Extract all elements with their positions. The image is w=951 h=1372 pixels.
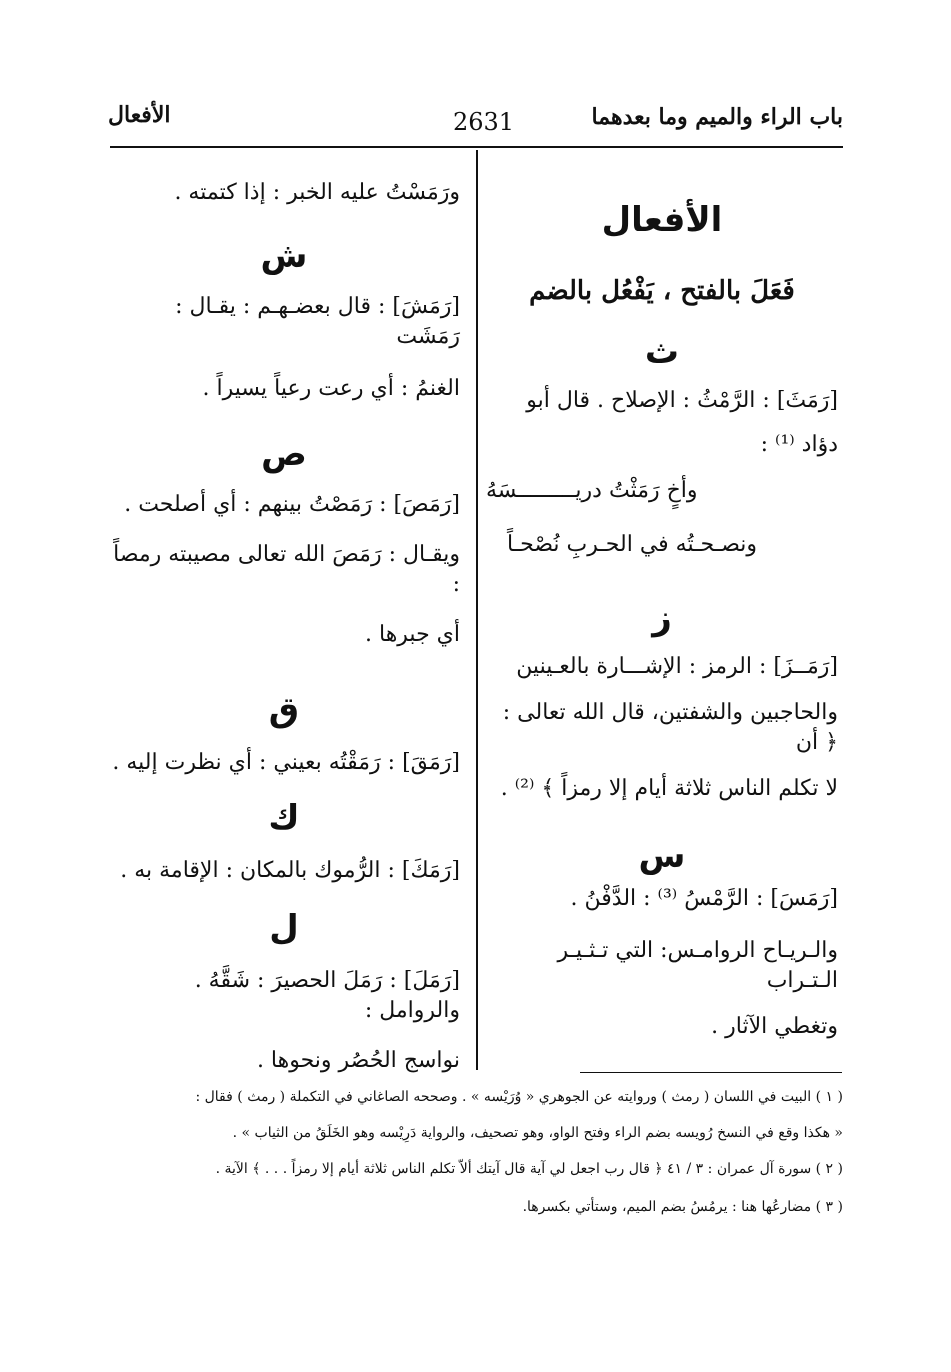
- footnote-rule: [580, 1072, 842, 1073]
- entry-ramaqa: [رَمَقَ] : رَمَقْتُه بعيني : أي نظرت إليه .: [112, 750, 460, 775]
- letter-heading-sad: ص: [261, 434, 307, 474]
- footnote-1: ( ١ ) البيت في اللسان ( رمث ) وروايته عن الجوهري « وُرَيْسه » . وصححه الصاغاني في التكملة ( رمث ) فقال :: [195, 1089, 843, 1105]
- section-title: الأفعال: [108, 102, 171, 128]
- entry-ramasa-sad-cont-1: ويقـال : رَمَصَ الله تعالى مصيبته رمصاً :: [113, 542, 460, 597]
- entry-ramaza: [رَمَــزَ] : الرمز : الإشـــارة بالعـينين: [516, 654, 838, 679]
- right-column: [486, 160, 838, 1042]
- letter-heading-tha: ث: [644, 332, 680, 372]
- letter-heading-shin: ش: [260, 236, 308, 276]
- column-divider: [476, 150, 478, 1070]
- letter-heading-zay: ز: [652, 598, 672, 638]
- poem-verse-1: وأخٍ رَمَثْتُ دريـــــــــسَهُ: [486, 478, 698, 503]
- entry-ramasa-rawamis: والـريـاح الروامـس: التي تـثـيـر الـتـراب: [557, 938, 838, 993]
- entry-ramasa-sad: [رَمَصَ] : رَمَصْتُ بينهم : أي أصلحت .: [124, 492, 460, 517]
- poem-verse-2: ونصـحـتُه في الحـربِ نُصْحـاً: [506, 532, 758, 557]
- footnote-1-cont: « هكذا وقع في النسخ رُويسه بضم الراء وفتح الواو، وهو تصحيف، والرواية دَرِيْسه وهو الخَلَقُ من الثياب » .: [232, 1125, 843, 1141]
- footnote-3: ( ٣ ) مضارعُها هنا : يرمُسُ بضم الميم، وستأتي بكسرها.: [522, 1199, 843, 1215]
- entry-ramaza-cont-1: والحاجبين والشفتين، قال الله تعالى : ﴿ أن: [502, 700, 838, 755]
- entry-ramaza-cont-2: لا تكلم الناس ثلاثة أيام إلا رمزاً ﴾ ⁽²⁾ .: [500, 776, 838, 801]
- entry-ramatha-cont: دؤاد ⁽¹⁾ :: [760, 432, 838, 457]
- letter-heading-sin: س: [638, 836, 686, 876]
- entry-ramasa-cont: وتغطي الآثار .: [711, 1014, 838, 1039]
- left-column: [108, 160, 460, 1076]
- letter-heading-kaf: ك: [268, 798, 300, 838]
- footnote-2: ( ٢ ) سورة آل عمران : ٣ / ٤١ ﴿ قال رب اجعل لي آية قال آيتك ألاّ تكلم الناس ثلاثة أيام إلا رمزاً . . . ﴾ الآية .: [215, 1161, 843, 1177]
- chapter-title: باب الراء والميم وما بعدهما: [591, 104, 843, 130]
- verb-pattern-heading: فَعَلَ بالفتح ، يَفْعُل بالضم: [529, 276, 795, 306]
- header-rule: [110, 146, 843, 148]
- letter-heading-qaf: ق: [268, 690, 300, 730]
- entry-ramasa: [رَمَسَ] : الرَّمْسُ ⁽³⁾ : الدَّفْنُ .: [570, 886, 838, 911]
- page-number: 2631: [453, 108, 515, 136]
- section-heading: الأفعال: [601, 200, 723, 240]
- entry-ramasa-sad-cont-2: أي جبرها .: [365, 622, 460, 647]
- entry-ramaka: [رَمَكَ] : الرُّموك بالمكان : الإقامة به .: [120, 858, 460, 883]
- entry-ramala-cont: نواسج الحُصُر ونحوها .: [256, 1048, 460, 1073]
- letter-heading-lam: ل: [269, 908, 299, 948]
- running-header: [108, 100, 843, 140]
- entry-ramala: [رَمَلَ] : رَمَلَ الحصيرَ : شَقَّهُ . والروامل :: [194, 968, 460, 1023]
- entry-ramatha: [رَمَثَ] : الرَّمْثُ : الإصلاح . قال أبو: [526, 388, 838, 413]
- entry-ramasha: [رَمَشَ] : قال بعضـهـم : يقـال : رَمَشَت: [175, 294, 460, 349]
- entry-ramasha-cont: الغنمُ : أي رعت رعياً يسيراً .: [202, 376, 460, 401]
- entry-ramastu: ورَمَسْتُ عليه الخبر : إذا كتمته .: [174, 180, 460, 205]
